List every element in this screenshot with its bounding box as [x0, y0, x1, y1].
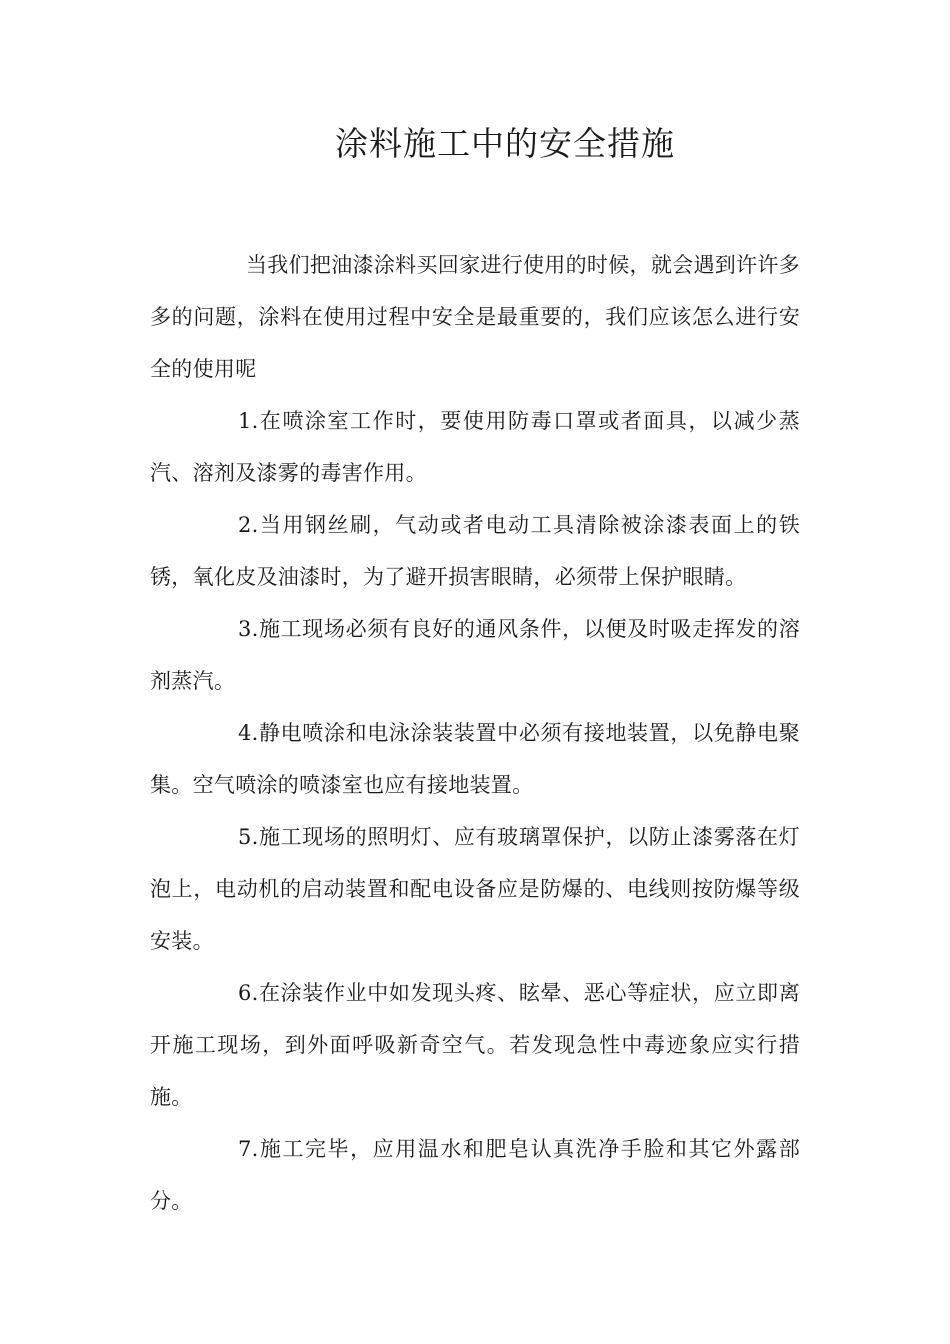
safety-item-4: 4.静电喷涂和电泳涂装装置中必须有接地装置，以免静电聚集。空气喷涂的喷漆室也应有接地装置。 [150, 721, 800, 797]
intro-paragraph: 当我们把油漆涂料买回家进行使用的时候，就会遇到许许多多的问题，涂料在使用过程中安全是最重要的，我们应该怎么进行安全的使用呢 [150, 253, 800, 381]
safety-item-2: 2.当用钢丝刷，气动或者电动工具清除被涂漆表面上的铁锈，氧化皮及油漆时，为了避开损害眼睛，必须带上保护眼睛。 [150, 513, 800, 589]
safety-item-7: 7.施工完毕，应用温水和肥皂认真洗净手脸和其它外露部分。 [150, 1137, 800, 1213]
document-body [150, 239, 800, 1227]
safety-item-5: 5.施工现场的照明灯、应有玻璃罩保护，以防止漆雾落在灯泡上，电动机的启动装置和配电设备应是防爆的、电线则按防爆等级安装。 [150, 825, 800, 953]
document-title: 涂料施工中的安全措施 [335, 124, 675, 163]
safety-item-6: 6.在涂装作业中如发现头疼、眩晕、恶心等症状，应立即离开施工现场，到外面呼吸新奇空气。若发现急性中毒迹象应实行措施。 [150, 981, 800, 1109]
safety-item-1: 1.在喷涂室工作时，要使用防毒口罩或者面具，以减少蒸汽、溶剂及漆雾的毒害作用。 [150, 409, 800, 485]
safety-item-3: 3.施工现场必须有良好的通风条件，以便及时吸走挥发的溶剂蒸汽。 [150, 617, 800, 693]
